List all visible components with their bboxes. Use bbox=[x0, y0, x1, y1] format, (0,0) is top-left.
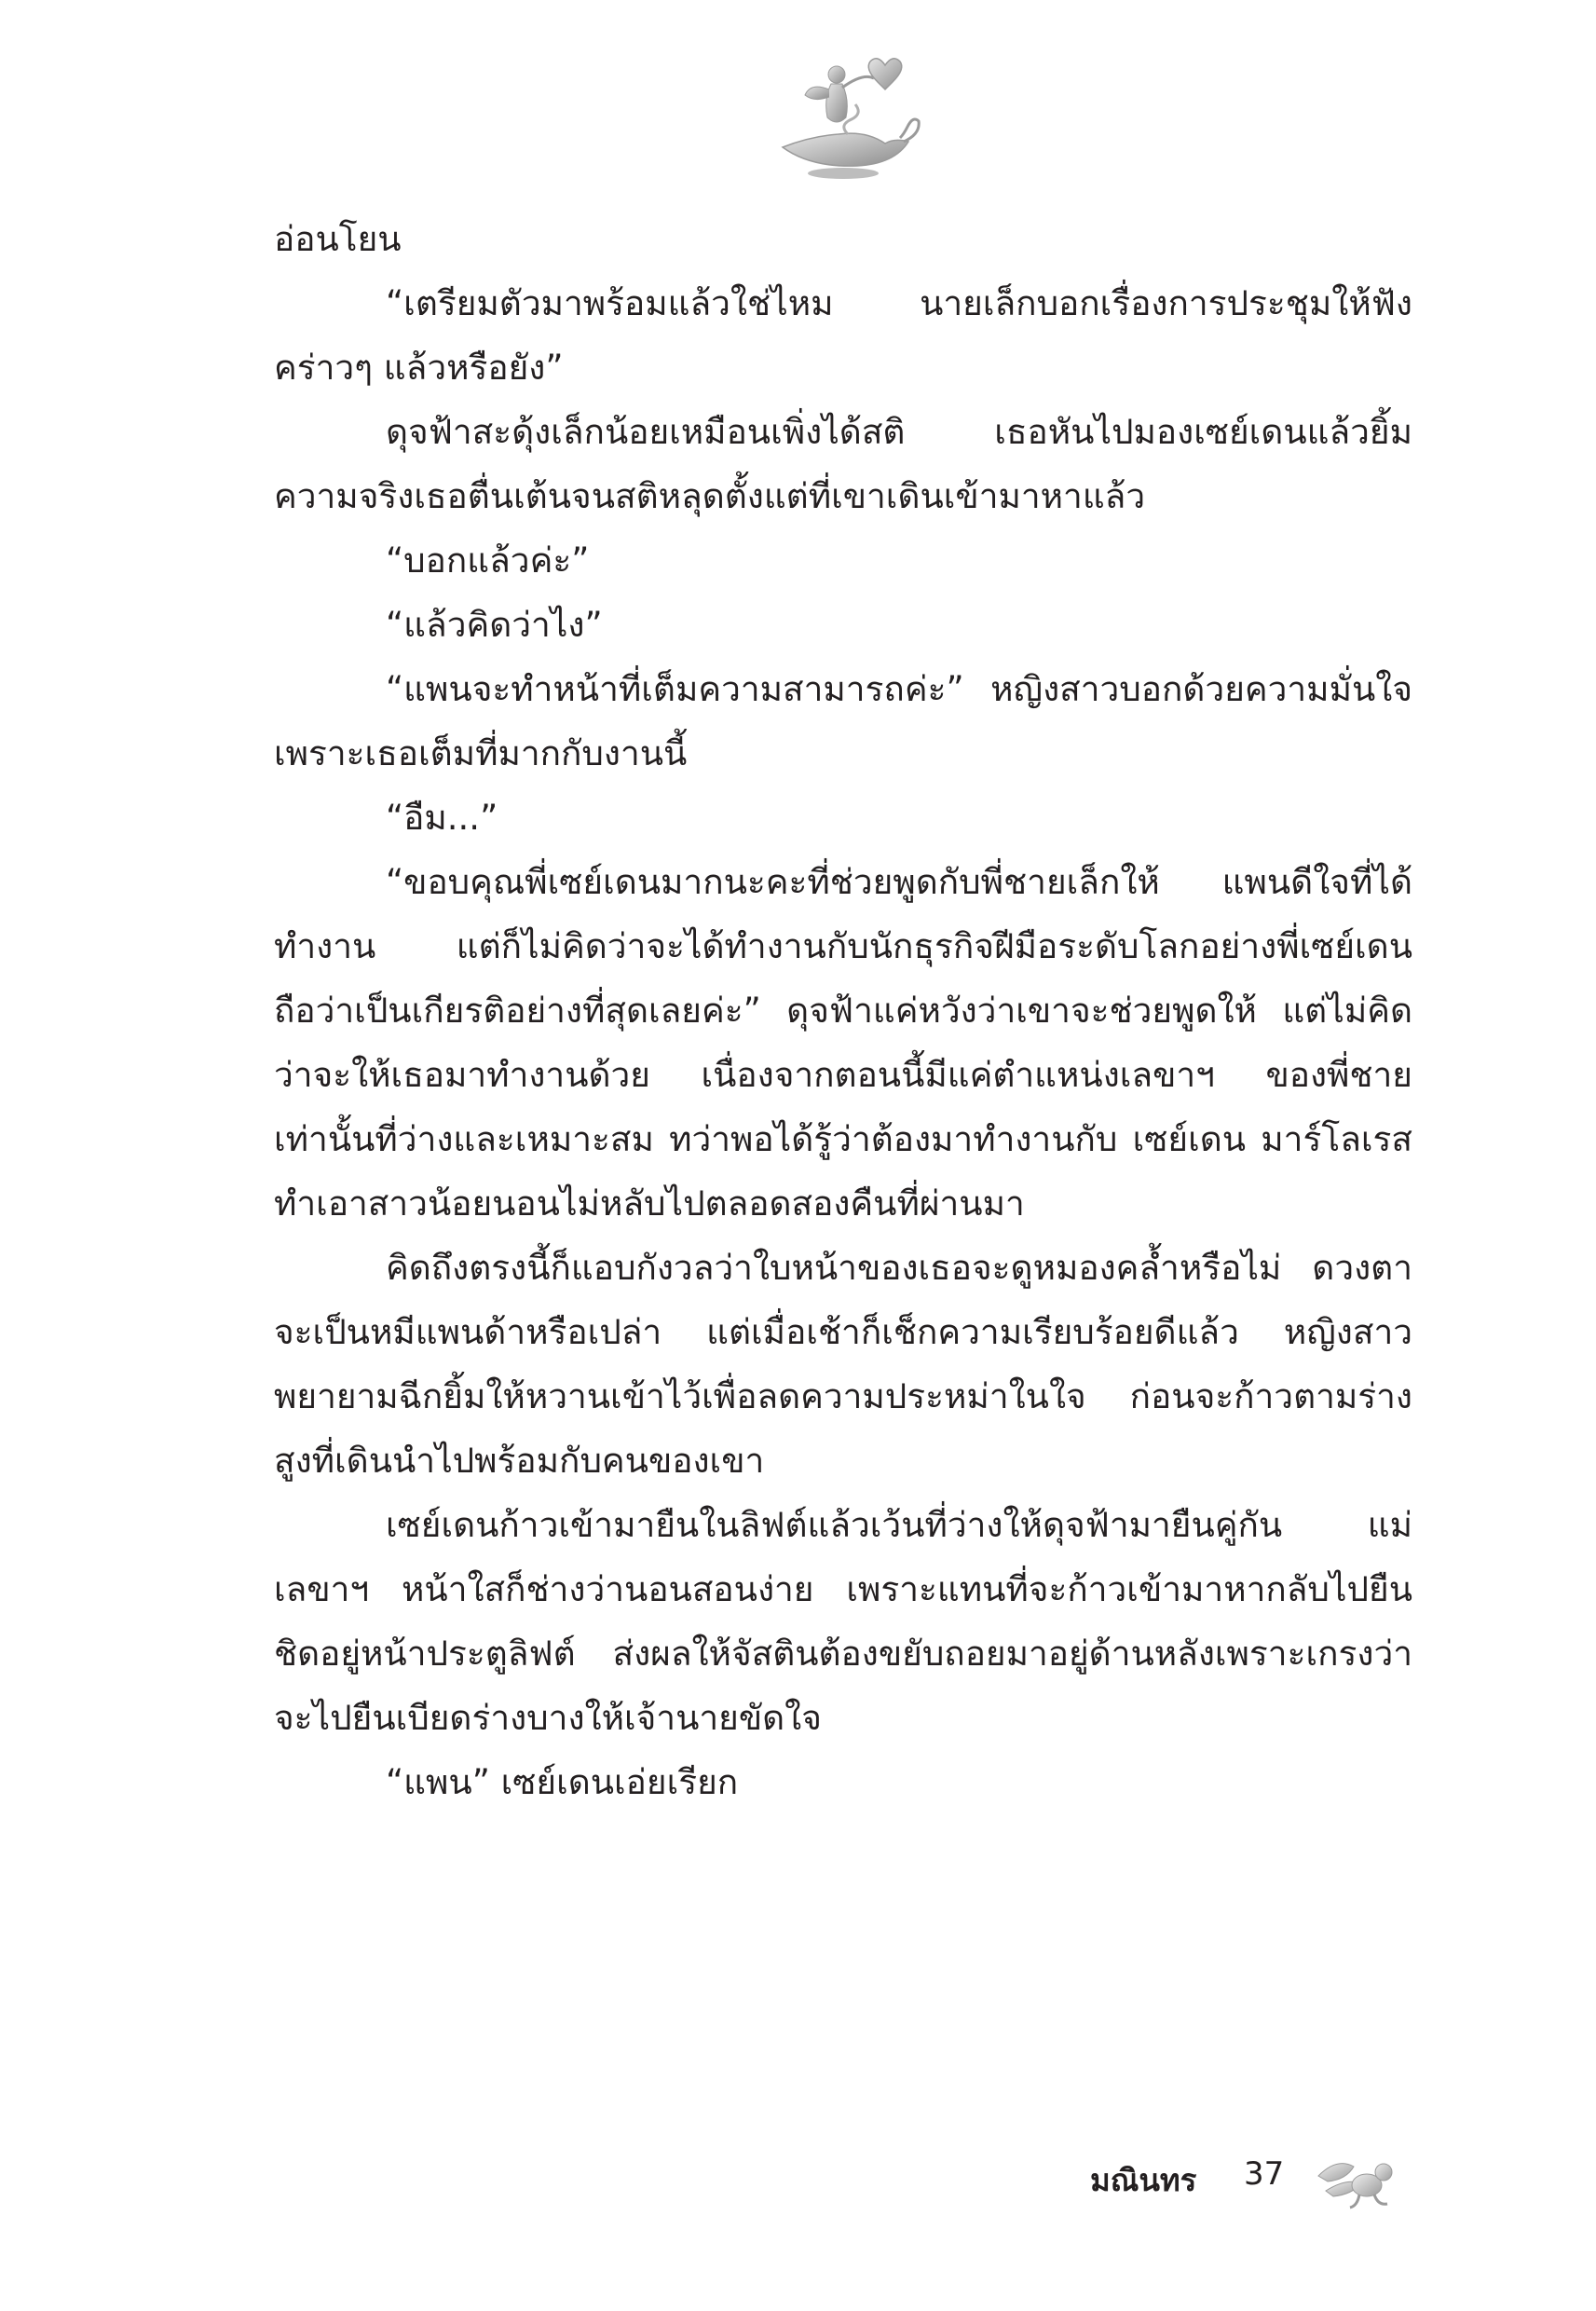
paragraph: “แพน” เซย์เดนเอ่ยเรียก bbox=[386, 1762, 739, 1802]
paragraph: “เตรียมตัวมาพร้อมแล้วใช่ไหม นายเล็กบอกเรื่องการประชุมให้ฟังคร่าวๆ แล้วหรือยัง” bbox=[274, 283, 1412, 388]
paragraph: “แล้วคิดว่าไง” bbox=[386, 605, 603, 645]
page-footer bbox=[1071, 2139, 1444, 2213]
paragraph: “แพนจะทำหน้าที่เต็มความสามารถค่ะ” หญิงสาวบอกด้วยความมั่นใจ เพราะเธอเต็มที่มากกับงานนี้ bbox=[274, 669, 1412, 773]
paragraph: ดุจฟ้าสะดุ้งเล็กน้อยเหมือนเพิ่งได้สติ เธอหันไปมองเซย์เดนแล้วยิ้ม ความจริงเธอตื่นเต้นจนสติหลุดตั้งแต่ที่เขาเดินเข้ามาหาแล้ว bbox=[274, 412, 1412, 516]
cupid-icon bbox=[1309, 2139, 1402, 2213]
paragraph: เซย์เดนก้าวเข้ามายืนในลิฟต์แล้วเว้นที่ว่างให้ดุจฟ้ามายืนคู่กัน แม่เลขาฯ หน้าใสก็ช่างว่านอนสอนง่าย เพราะแทนที่จะก้าวเข้ามาหากลับไปยืนชิดอยู่หน้าประตูลิฟต์ ส่งผลให้จัสตินต้องขยับถอยมาอยู่ด้านหลังเพราะเกรงว่าจะไปยืนเบียดร่างบางให้เจ้านายขัดใจ bbox=[274, 1505, 1412, 1738]
paragraph: “อืม...” bbox=[386, 798, 498, 838]
paragraph: อ่อนโยน bbox=[274, 219, 402, 259]
page-number: 37 bbox=[1244, 2155, 1285, 2193]
paragraph: คิดถึงตรงนี้ก็แอบกังวลว่าใบหน้าของเธอจะดูหมองคล้ำหรือไม่ ดวงตาจะเป็นหมีแพนด้าหรือเปล่า แต่เมื่อเช้าก็เช็กความเรียบร้อยดีแล้ว หญิงสาวพยายามฉีกยิ้มให้หวานเข้าไว้เพื่อลดความประหม่าในใจ ก่อนจะก้าวตามร่างสูงที่เดินนำไปพร้อมกับคนของเขา bbox=[274, 1248, 1412, 1481]
cupid-teapot-icon bbox=[755, 37, 932, 186]
body-text bbox=[274, 207, 1412, 1814]
paragraph: “บอกแล้วค่ะ” bbox=[386, 540, 590, 581]
paragraph: “ขอบคุณพี่เซย์เดนมากนะคะที่ช่วยพูดกับพี่ชายเล็กให้ แพนดีใจที่ได้ทำงาน แต่ก็ไม่คิดว่าจะได้ทำงานกับนักธุรกิจฝีมือระดับโลกอย่างพี่เซย์เดน ถือว่าเป็นเกียรติอย่างที่สุดเลยค่ะ” ดุจฟ้าแค่หวังว่าเขาจะช่วยพูดให้ แต่ไม่คิดว่าจะให้เธอมาทำงานด้วย เนื่องจากตอนนี้มีแค่ตำแหน่งเลขาฯ ของพี่ชายเท่านั้นที่ว่างและเหมาะสม ทว่าพอได้รู้ว่าต้องมาทำงานกับ เซย์เดน มาร์โลเรส ทำเอาสาวน้อยนอนไม่หลับไปตลอดสองคืนที่ผ่านมา bbox=[274, 862, 1412, 1224]
footer-author: มณินทร bbox=[1090, 2162, 1197, 2198]
